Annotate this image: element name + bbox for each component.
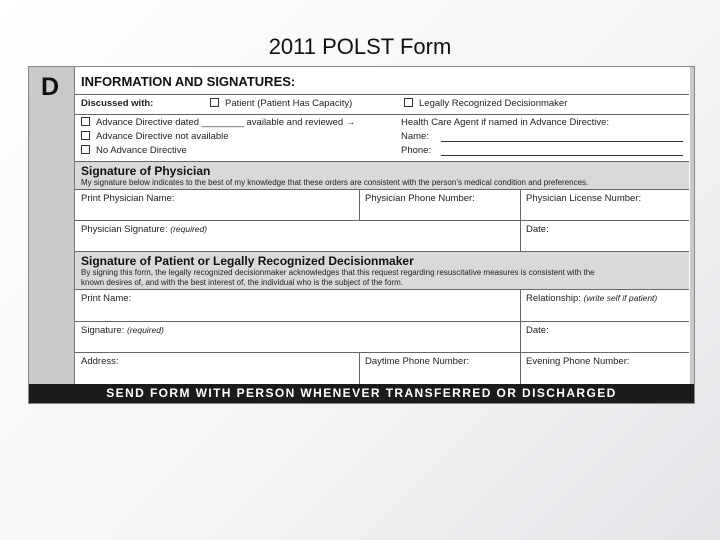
slide-title: 2011 POLST Form	[268, 34, 452, 59]
patient-signature-field[interactable]	[81, 325, 164, 336]
physician-info-row	[75, 189, 689, 220]
patient-name-row	[75, 289, 689, 321]
checkbox[interactable]	[81, 117, 90, 126]
patient-signature-row	[75, 321, 689, 352]
relationship-field[interactable]	[526, 293, 657, 304]
patient-option[interactable]	[210, 98, 352, 109]
patient-signature-label: Signature:	[81, 325, 125, 336]
patient-statement-1: By signing this form, the legally recognized decisionmaker acknowledges that this request regarding resuscitative measures is consistent with the	[81, 268, 595, 277]
polst-section-d-form	[28, 66, 695, 404]
required-note: (required)	[170, 224, 208, 234]
physician-statement: My signature below indicates to the best of my knowledge that these orders are consistent with the person’s medical condition and preferences.	[81, 178, 589, 187]
advance-directive-dated-option[interactable]	[81, 117, 355, 128]
discussed-with-row	[75, 94, 689, 114]
agent-name-line[interactable]	[441, 141, 683, 142]
physician-phone-label: Physician Phone Number:	[365, 193, 475, 204]
physician-header	[75, 162, 689, 189]
relationship-note: (write self if patient)	[583, 293, 658, 303]
physician-signature-row	[75, 220, 689, 251]
checkbox[interactable]	[404, 98, 413, 107]
patient-date-label: Date:	[526, 325, 549, 336]
checkbox[interactable]	[81, 145, 90, 154]
no-advance-directive-label: No Advance Directive	[96, 145, 187, 156]
patient-header	[75, 252, 689, 289]
form-footer: SEND FORM WITH PERSON WHENEVER TRANSFERRED OR DISCHARGED	[29, 384, 694, 403]
right-border	[690, 67, 694, 384]
health-care-agent-label: Health Care Agent if named in Advance Directive:	[401, 117, 610, 128]
address-label: Address:	[81, 356, 119, 367]
section-header-title: INFORMATION AND SIGNATURES:	[81, 74, 296, 89]
physician-title: Signature of Physician	[81, 164, 211, 178]
patient-title: Signature of Patient or Legally Recognized Decisionmaker	[81, 254, 414, 268]
print-physician-name-label: Print Physician Name:	[81, 193, 175, 204]
address-row	[75, 352, 689, 384]
agent-phone-line[interactable]	[441, 155, 683, 156]
physician-signature-field[interactable]	[81, 224, 207, 235]
agent-name-label: Name:	[401, 131, 429, 142]
advance-directive-not-available-label: Advance Directive not available	[96, 131, 229, 142]
required-note: (required)	[126, 325, 164, 335]
no-advance-directive-option[interactable]	[81, 145, 187, 156]
section-column	[29, 67, 75, 384]
patient-statement-2: known desires of, and with the best interest of, the individual who is the subject of the form.	[81, 278, 403, 287]
patient-option-label: Patient (Patient Has Capacity)	[225, 98, 353, 109]
checkbox[interactable]	[210, 98, 219, 107]
agent-phone-label: Phone:	[401, 145, 432, 156]
daytime-phone-label: Daytime Phone Number:	[365, 356, 470, 367]
advance-directive-block	[75, 114, 689, 161]
evening-phone-label: Evening Phone Number:	[526, 356, 630, 367]
decisionmaker-option[interactable]	[404, 98, 567, 109]
discussed-with-label: Discussed with:	[81, 98, 154, 109]
print-name-label: Print Name:	[81, 293, 132, 304]
section-letter: D	[41, 73, 60, 101]
physician-license-label: Physician License Number:	[526, 193, 642, 204]
checkbox[interactable]	[81, 131, 90, 140]
physician-date-label: Date:	[526, 224, 549, 235]
relationship-label: Relationship:	[526, 293, 581, 304]
physician-signature-label: Physician Signature:	[81, 224, 168, 235]
section-header	[75, 67, 689, 94]
advance-directive-not-available-option[interactable]	[81, 131, 229, 142]
decisionmaker-option-label: Legally Recognized Decisionmaker	[419, 98, 568, 109]
advance-directive-dated-label: Advance Directive dated ________ available and reviewed →	[96, 117, 356, 128]
